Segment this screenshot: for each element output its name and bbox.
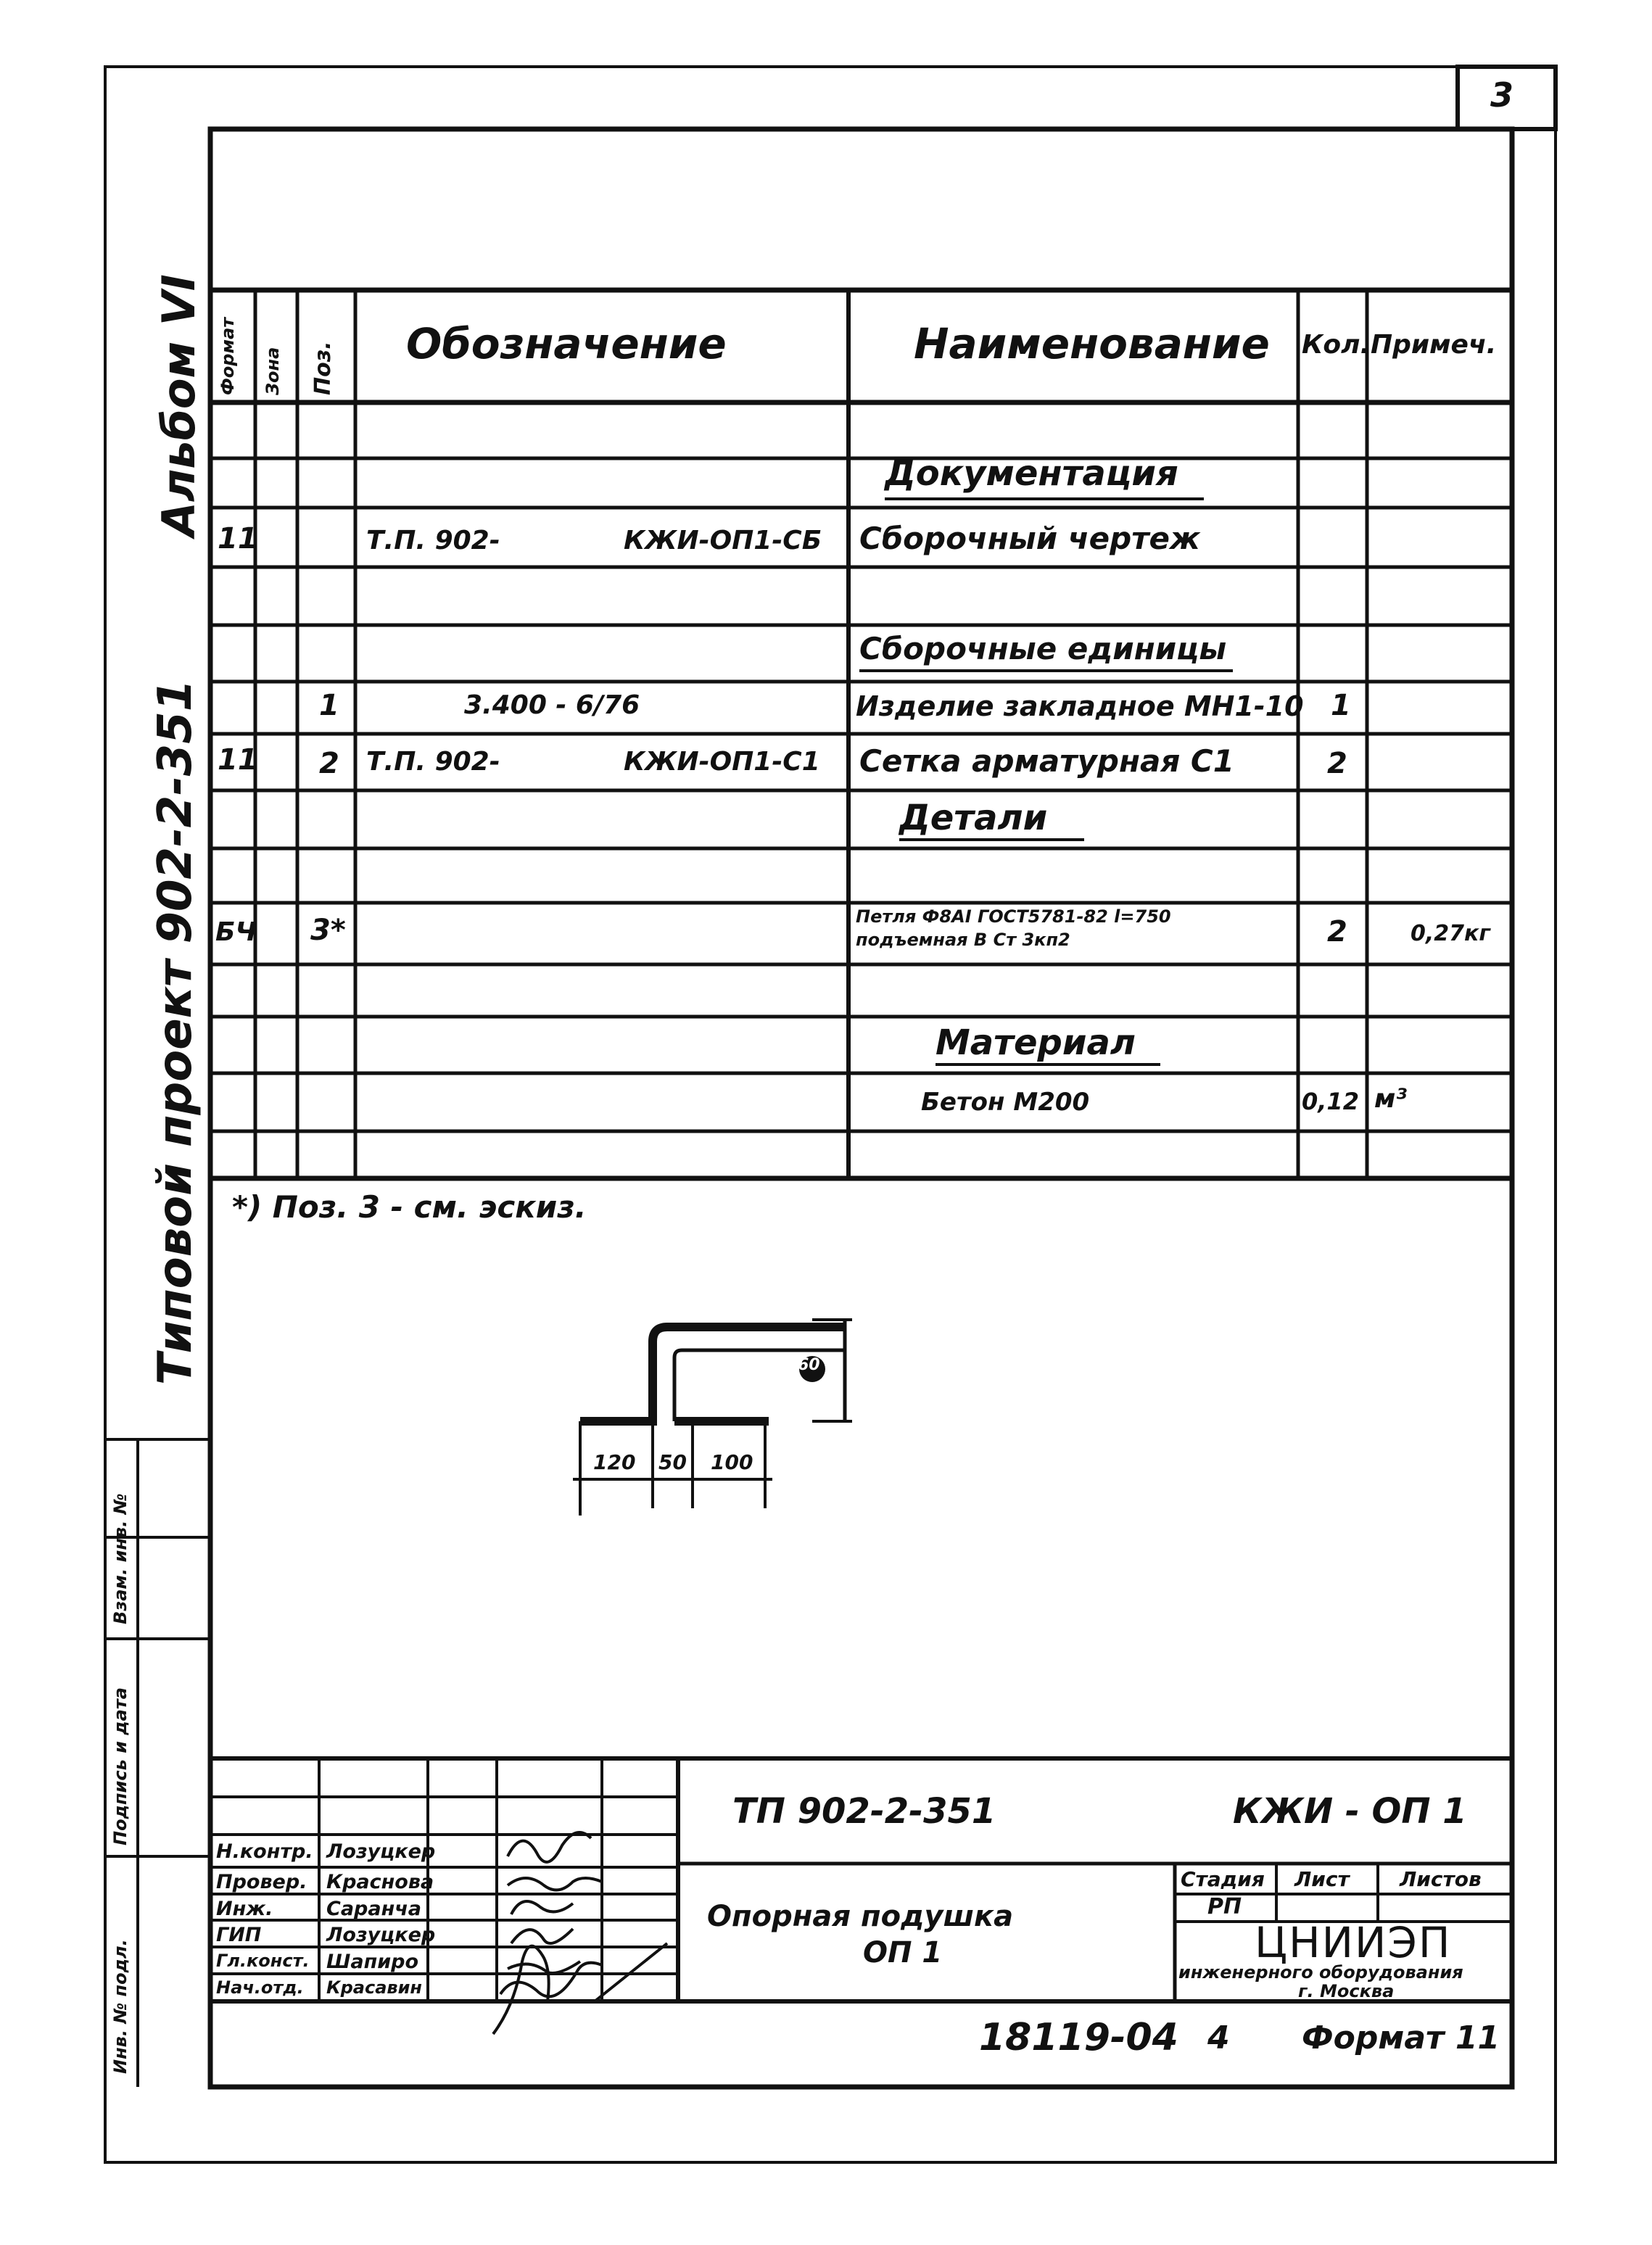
det1-pos: 3* [310,914,346,947]
sheet-label: Лист [1294,1867,1350,1891]
section-details: Детали [899,798,1048,838]
det1-format: БЧ [215,917,257,947]
name-3: Лозуцкер [326,1924,436,1946]
header-zone: Зона [263,347,283,395]
sheets-label: Листов [1400,1867,1482,1891]
loop-sketch [573,1320,852,1516]
mat1-qty: 0,12 [1302,1088,1359,1115]
asm2-name: Сетка арматурная С1 [859,743,1234,779]
org-line2: инженерного оборудования [1178,1962,1463,1983]
asm2-qty: 2 [1327,747,1347,780]
det1-qty: 2 [1327,915,1347,948]
asm2-designation-b: КЖИ-ОП1-С1 [624,747,820,777]
asm2-pos: 2 [319,747,339,780]
dim-right: 100 [711,1450,753,1474]
asm1-name: Изделие закладное МН1-10 [856,690,1304,722]
asm2-designation-a: Т.П. 902- [366,747,500,777]
asm1-designation: 3.400 - 6/76 [464,690,640,720]
project-code: ТП 902-2-351 [732,1791,996,1832]
doc1-designation-b: КЖИ-ОП1-СБ [624,526,822,555]
doc1-designation-a: Т.П. 902- [366,526,500,555]
project-label: Типовой проект 902-2-351 [149,679,202,1385]
dim-mid: 50 [658,1450,687,1474]
album-label: Альбом VI [152,274,205,537]
header-designation: Обозначение [406,319,727,368]
header-pos: Поз. [310,341,336,395]
title-line1: Опорная подушка [707,1900,1014,1933]
asm2-format: 11 [218,743,258,777]
det1-name-line2: подъемная В Ст 3кп2 [856,930,1070,950]
doc1-name: Сборочный чертеж [859,521,1200,556]
header-qty: Кол. [1302,330,1371,360]
section-assembly-units: Сборочные единицы [859,631,1227,666]
role-0: Н.контр. [216,1840,313,1863]
name-2: Саранча [326,1898,421,1920]
det1-note: 0,27кг [1411,921,1491,946]
role-1: Провер. [216,1871,307,1893]
section-documentation: Документация [885,453,1178,494]
header-name: Наименование [914,319,1270,368]
footer-sheet: 4 [1207,2019,1230,2056]
role-2: Инж. [216,1898,273,1920]
section-materials: Материал [936,1022,1136,1063]
title-line2: ОП 1 [863,1936,943,1969]
doc1-format: 11 [218,522,258,555]
det1-name-line1: Петля Ф8АI ГОСТ5781-82 l=750 [856,906,1171,927]
name-5: Красавин [326,1977,422,1998]
archive-number: 18119-04 [979,2016,1178,2059]
name-1: Краснова [326,1871,434,1893]
header-format: Формат [218,317,238,395]
asm1-qty: 1 [1331,689,1351,722]
replaces-inv-label: Взам. инв. № [110,1493,131,1624]
role-5: Нач.отд. [216,1977,304,1998]
dim-height: 60 [798,1356,820,1374]
doc-code: КЖИ - ОП 1 [1233,1791,1467,1832]
header-note: Примеч. [1371,330,1497,360]
stage-label: Стадия [1181,1867,1265,1891]
dim-left: 120 [593,1450,636,1474]
stage-value: РП [1207,1894,1242,1919]
sketch-note: *) Поз. 3 - см. эскиз. [232,1189,587,1225]
role-4: Гл.конст. [216,1951,310,1971]
name-0: Лозуцкер [326,1840,436,1863]
sign-date-label: Подпись и дата [110,1687,131,1845]
inv-original-label: Инв. № подл. [110,1939,131,2074]
org-name: ЦНИИЭП [1255,1918,1452,1967]
mat1-note: м³ [1374,1084,1408,1114]
footer-format: Формат 11 [1302,2019,1500,2056]
signature-marks [493,1832,667,2034]
org-line3: г. Москва [1298,1981,1395,2001]
asm1-pos: 1 [319,689,339,722]
role-3: ГИП [216,1924,262,1946]
name-4: Шапиро [326,1951,419,1973]
page-number: 3 [1490,75,1514,115]
mat1-name: Бетон М200 [921,1088,1090,1117]
